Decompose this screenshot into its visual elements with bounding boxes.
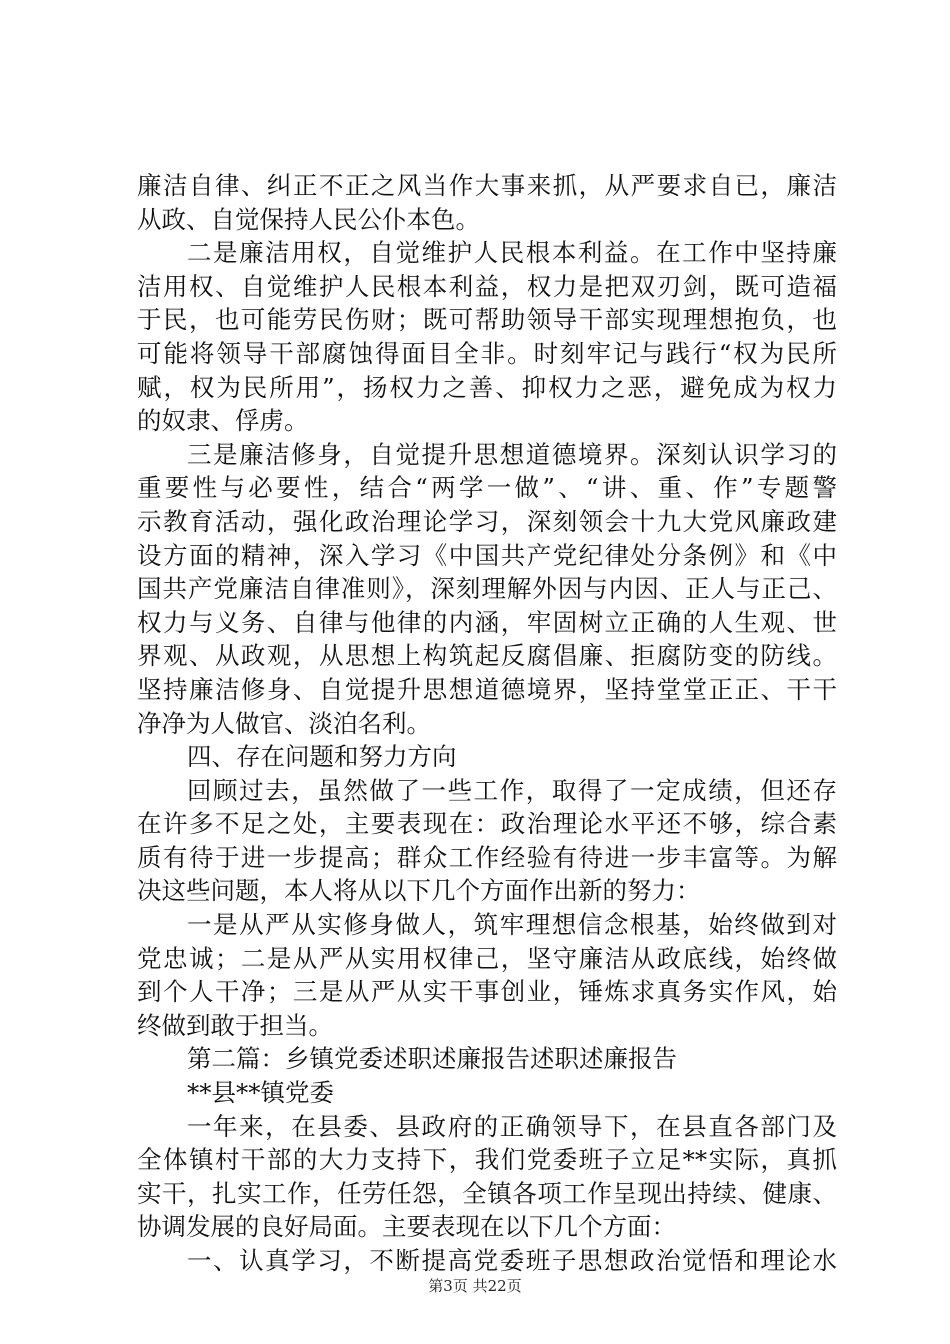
text-line: 坚持廉洁修身、自觉提升思想道德境界，坚持堂堂正正、干干 bbox=[137, 674, 837, 704]
text-line: 的奴隶、俘虏。 bbox=[137, 406, 309, 436]
text-line: 廉洁自律、纠正不正之风当作大事来抓，从严要求自已，廉洁 bbox=[137, 171, 837, 200]
text-line: 回顾过去，虽然做了一些工作，取得了一定成绩，但还存 bbox=[187, 775, 837, 805]
text-line: 全体镇村干部的大力支持下，我们党委班子立足**实际，真抓 bbox=[137, 1145, 837, 1175]
text-line: 赋，权为民所用”，扬权力之善、抑权力之恶，避免成为权力 bbox=[137, 372, 837, 402]
text-line: 决这些问题，本人将从以下几个方面作出新的努力： bbox=[137, 876, 701, 906]
text-line: 一是从严从实修身做人，筑牢理想信念根基，始终做到对 bbox=[187, 910, 837, 940]
text-line: 界观、从政观，从思想上构筑起反腐倡廉、拒腐防变的防线。 bbox=[137, 641, 837, 671]
text-line: 终做到敢于担当。 bbox=[137, 1010, 333, 1040]
page-footer: 第3页 共22页 bbox=[428, 1277, 522, 1295]
text-line: 设方面的精神，深入学习《中国共产党纪律处分条例》和《中 bbox=[137, 540, 837, 570]
text-line: 第二篇：乡镇党委述职述廉报告述职述廉报告 bbox=[187, 1044, 677, 1074]
text-line: 四、存在问题和努力方向 bbox=[187, 742, 457, 772]
text-line: 示教育活动，强化政治理论学习，深刻领会十九大党风廉政建 bbox=[137, 506, 837, 536]
text-line: 可能将领导干部腐蚀得面目全非。时刻牢记与践行“权为民所 bbox=[137, 338, 837, 368]
text-line: 权力与义务、自律与他律的内涵，牢固树立正确的人生观、世 bbox=[137, 607, 837, 637]
text-line: 协调发展的良好局面。主要表现在以下几个方面： bbox=[137, 1212, 676, 1242]
text-line: 实干，扎实工作，任劳任怨，全镇各项工作呈现出持续、健康、 bbox=[137, 1178, 837, 1208]
text-line: 从政、自觉保持人民公仆本色。 bbox=[137, 204, 480, 234]
text-line: **县**镇党委 bbox=[187, 1078, 334, 1108]
text-line: 洁用权、自觉维护人民根本利益，权力是把双刃剑，既可造福 bbox=[137, 271, 837, 301]
text-line: 到个人干净；三是从严从实干事创业，锤炼求真务实作风，始 bbox=[137, 977, 837, 1007]
text-line: 一年来，在县委、县政府的正确领导下，在县直各部门及 bbox=[187, 1111, 837, 1141]
text-line: 在许多不足之处，主要表现在：政治理论水平还不够，综合素 bbox=[137, 809, 837, 839]
document-body bbox=[137, 169, 837, 1278]
text-line: 于民，也可能劳民伤财；既可帮助领导干部实现理想抱负，也 bbox=[137, 305, 837, 335]
text-line: 三是廉洁修身，自觉提升思想道德境界。深刻认识学习的 bbox=[187, 439, 837, 469]
text-line: 二是廉洁用权，自觉维护人民根本利益。在工作中坚持廉 bbox=[187, 238, 837, 268]
text-line: 党忠诚；二是从严从实用权律己，坚守廉洁从政底线，始终做 bbox=[137, 943, 837, 973]
text-line: 重要性与必要性，结合“两学一做”、“讲、重、作”专题警 bbox=[137, 473, 837, 503]
text-line: 国共产党廉洁自律准则》，深刻理解外因与内因、正人与正己、 bbox=[137, 574, 837, 604]
text-line: 质有待于进一步提高；群众工作经验有待进一步丰富等。为解 bbox=[137, 842, 837, 872]
text-line: 一、认真学习，不断提高党委班子思想政治觉悟和理论水 bbox=[187, 1246, 837, 1275]
text-line: 净净为人做官、淡泊名利。 bbox=[137, 708, 431, 738]
